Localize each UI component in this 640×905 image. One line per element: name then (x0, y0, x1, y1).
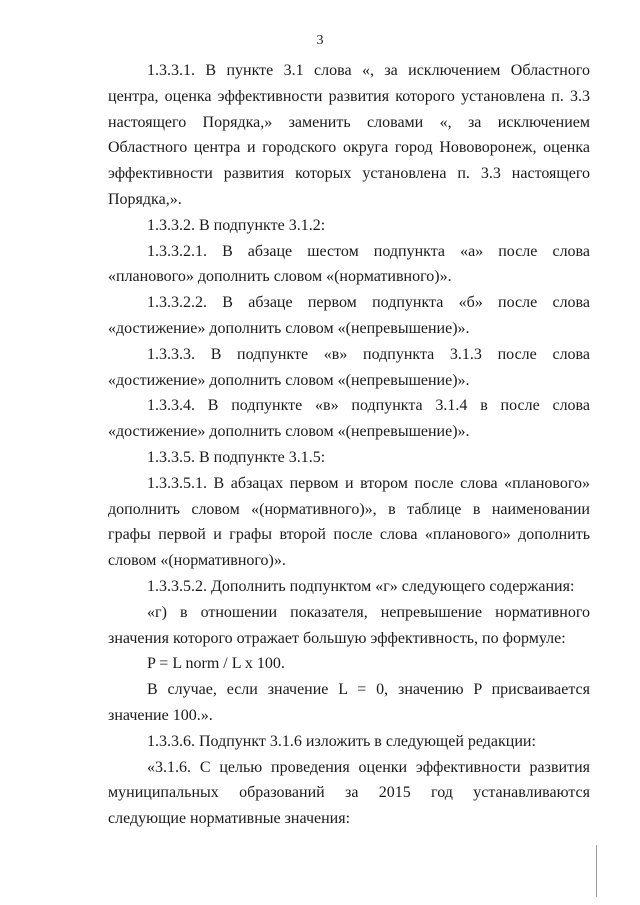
paragraph-1-3-3-4: 1.3.3.4. В подпункте «в» подпункта 3.1.4 в после слова «достижение» дополнить словом «(непревышение)». (108, 397, 590, 441)
formula: P = L norm / L x 100. (147, 655, 285, 673)
paragraph-1-3-3-5-2: 1.3.3.5.2. Дополнить подпунктом «г» следующего содержания: (147, 577, 575, 595)
paragraph-subpoint-g: «г) в отношении показателя, непревышение нормативного значения которого отражает большую эффективность, по формуле: (108, 603, 590, 647)
paragraph-1-3-3-2-2: 1.3.3.2.2. В абзаце первом подпункта «б» после слова «достижение» дополнить словом «(непревышение)». (108, 294, 590, 337)
paragraph-1-3-3-6: 1.3.3.6. Подпункт 3.1.6 изложить в следующей редакции: (147, 732, 536, 750)
paragraph-1-3-3-2-1: 1.3.3.2.1. В абзаце шестом подпункта «а» после слова «планового» дополнить словом «(нормативного)». (108, 242, 590, 286)
paragraph-3-1-6: «3.1.6. С целью проведения оценки эффективности развития муниципальных образований за 2015 год устанавливаются следующие нормативные значения: (108, 758, 590, 828)
paragraph-1-3-3-3: 1.3.3.3. В подпункте «в» подпункта 3.1.3 после слова «достижение» дополнить словом «(непревышение)». (108, 345, 590, 389)
scan-edge-line (596, 845, 597, 897)
page-number: 3 (316, 33, 324, 48)
paragraph-1-3-3-2: 1.3.3.2. В подпункте 3.1.2: (147, 216, 326, 234)
document-body (108, 58, 590, 832)
paragraph-1-3-3-5-1: 1.3.3.5.1. В абзацах первом и втором после слова «планового» дополнить словом «(нормативного)», в таблице в наименовании графы первой и графы второй после слова «планового» дополнить словом «(нормативного)». (108, 474, 590, 570)
paragraph-1-3-3-5: 1.3.3.5. В подпункте 3.1.5: (147, 448, 326, 466)
paragraph-1-3-3-1: 1.3.3.1. В пункте 3.1 слова «, за исключением Областного центра, оценка эффективности развития которого установлена п. 3.3 настоящего Порядка,» заменить словами «, за исключением Областного центра и городского округа город Нововоронеж, оценка эффективности развития которых установлена п. 3.3 настоящего Порядка,». (108, 62, 590, 208)
paragraph-zero-case: В случае, если значение L = 0, значению P присваивается значение 100.». (108, 681, 590, 724)
